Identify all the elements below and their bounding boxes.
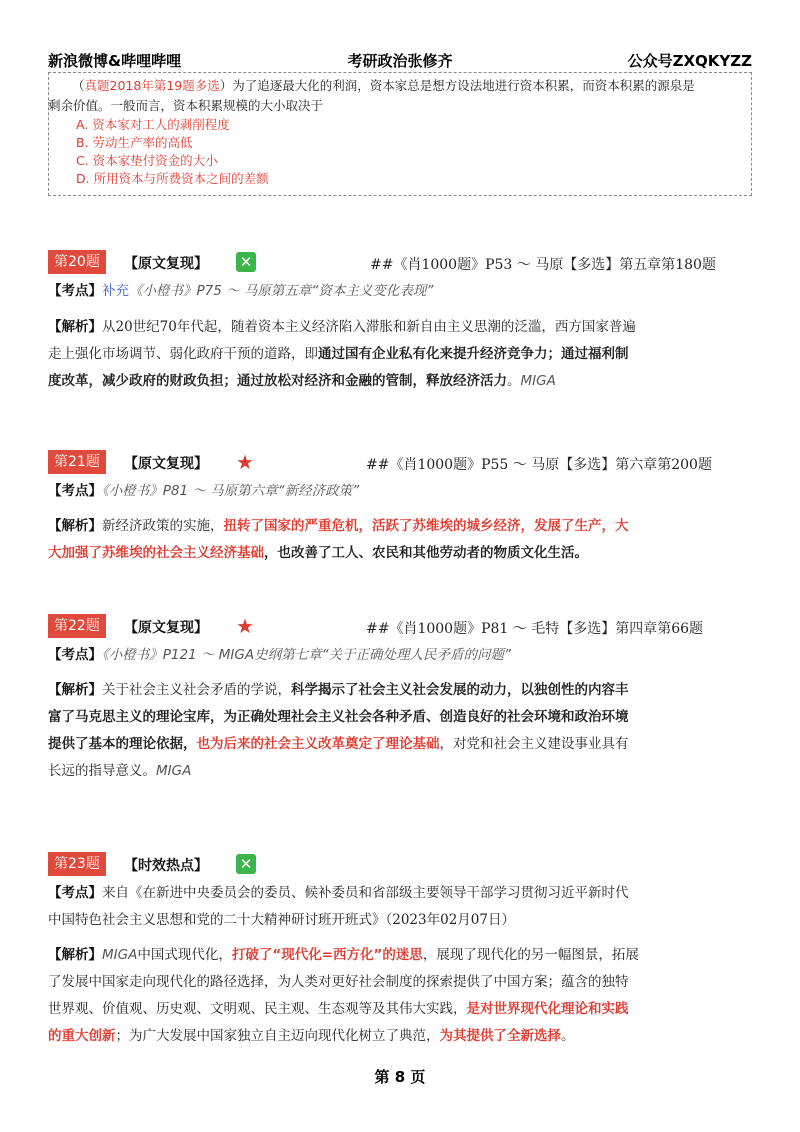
question-badge-21: 第21题	[48, 450, 106, 474]
header-center: 考研政治张修齐	[347, 52, 453, 70]
question-stem: （真题2018年第19题多选）为了追逐最大化的利润，资本家总是想方设法地进行资本积累，而资本积累的源泉是 剩余价值。一般而言，资本积累规模的大小取决于	[48, 78, 695, 113]
source-20: ##《肖1000题》P53 ～ 马原【多选】第五章第180题	[370, 257, 716, 273]
tag-23: 【时效热点】	[124, 858, 208, 874]
source-21: ##《肖1000题》P55 ～ 马原【多选】第六章第200题	[366, 457, 712, 473]
source-22: ##《肖1000题》P81 ～ 毛特【多选】第四章第66题	[366, 621, 704, 637]
option-d: D. 所用资本与所费资本之间的差额	[76, 171, 269, 186]
star-icon: ★	[236, 450, 254, 474]
kaodian-23: 【考点】来自《在新进中央委员会的委员、候补委员和省部级主要领导干部学习贯彻习近平新时代 中国特色社会主义思想和党的二十大精神研讨班开班式》（2023年02月07日）	[48, 885, 629, 928]
header-right: 公众号ZXQKYZZ	[627, 52, 752, 70]
kaodian-20: 【考点】补充《小橙书》P75 ～ 马原第五章“资本主义变化表现”	[48, 283, 434, 299]
option-b: B. 劳动生产率的高低	[76, 135, 193, 150]
kaodian-21: 【考点】《小橙书》P81 ～ 马原第六章“新经济政策”	[48, 483, 360, 499]
tag-22: 【原文复现】	[124, 620, 208, 636]
option-c: C. 资本家垫付资金的大小	[76, 153, 218, 168]
tag-21: 【原文复现】	[124, 456, 208, 472]
page-number: 第 8 页	[374, 1068, 426, 1086]
wrong-mark-icon: ✕	[236, 252, 256, 272]
tag-20: 【原文复现】	[124, 256, 208, 272]
question-badge-20: 第20题	[48, 250, 106, 274]
kaodian-22: 【考点】《小橙书》P121 ～ MIGA史纲第七章“关于正确处理人民矛盾的问题”	[48, 647, 512, 663]
question-source: 真题2018年第19题多选	[84, 78, 220, 93]
header-left: 新浪微博&哔哩哔哩	[48, 52, 182, 70]
wrong-mark-icon: ✕	[236, 854, 256, 874]
jiexi-23: 【解析】MIGA中国式现代化，打破了“现代化=西方化”的迷思，展现了现代化的另一幅图景，拓展 了发展中国家走向现代化的路径选择，为人类对更好社会制度的探索提供了中国方案；蕴含的独特 世界观、价值观、历史观、文明观、民主观、生态观等及其伟大实践，是对世界现代化理论和实践 的重大创新；为广大发展中国家独立自主迈向现代化树立了典范，为其提供了全新选择。	[48, 947, 639, 1044]
jiexi-21: 【解析】新经济政策的实施，扭转了国家的严重危机，活跃了苏维埃的城乡经济，发展了生产，大 大加强了苏维埃的社会主义经济基础，也改善了工人、农民和其他劳动者的物质文化生活。	[48, 518, 629, 561]
question-badge-23: 第23题	[48, 852, 106, 876]
option-a: A. 资本家对工人的剥削程度	[76, 117, 230, 132]
jiexi-22: 【解析】关于社会主义社会矛盾的学说，科学揭示了社会主义社会发展的动力，以独创性的内容丰 富了马克思主义的理论宝库，为正确处理社会主义社会各种矛盾、创造良好的社会环境和政治环境 提供了基本的理论依据，也为后来的社会主义改革奠定了理论基础，对党和社会主义建设事业具有 长远的指导意义。MIGA	[48, 682, 629, 779]
jiexi-20: 【解析】从20世纪70年代起，随着资本主义经济陷入滞胀和新自由主义思潮的泛滥，西方国家普遍 走上强化市场调节、弱化政府干预的道路，即通过国有企业私有化来提升经济竞争力；通过福利制 度改革，减少政府的财政负担；通过放松对经济和金融的管制，释放经济活力。MIGA	[48, 319, 636, 389]
question-badge-22: 第22题	[48, 614, 106, 638]
star-icon: ★	[236, 614, 254, 638]
